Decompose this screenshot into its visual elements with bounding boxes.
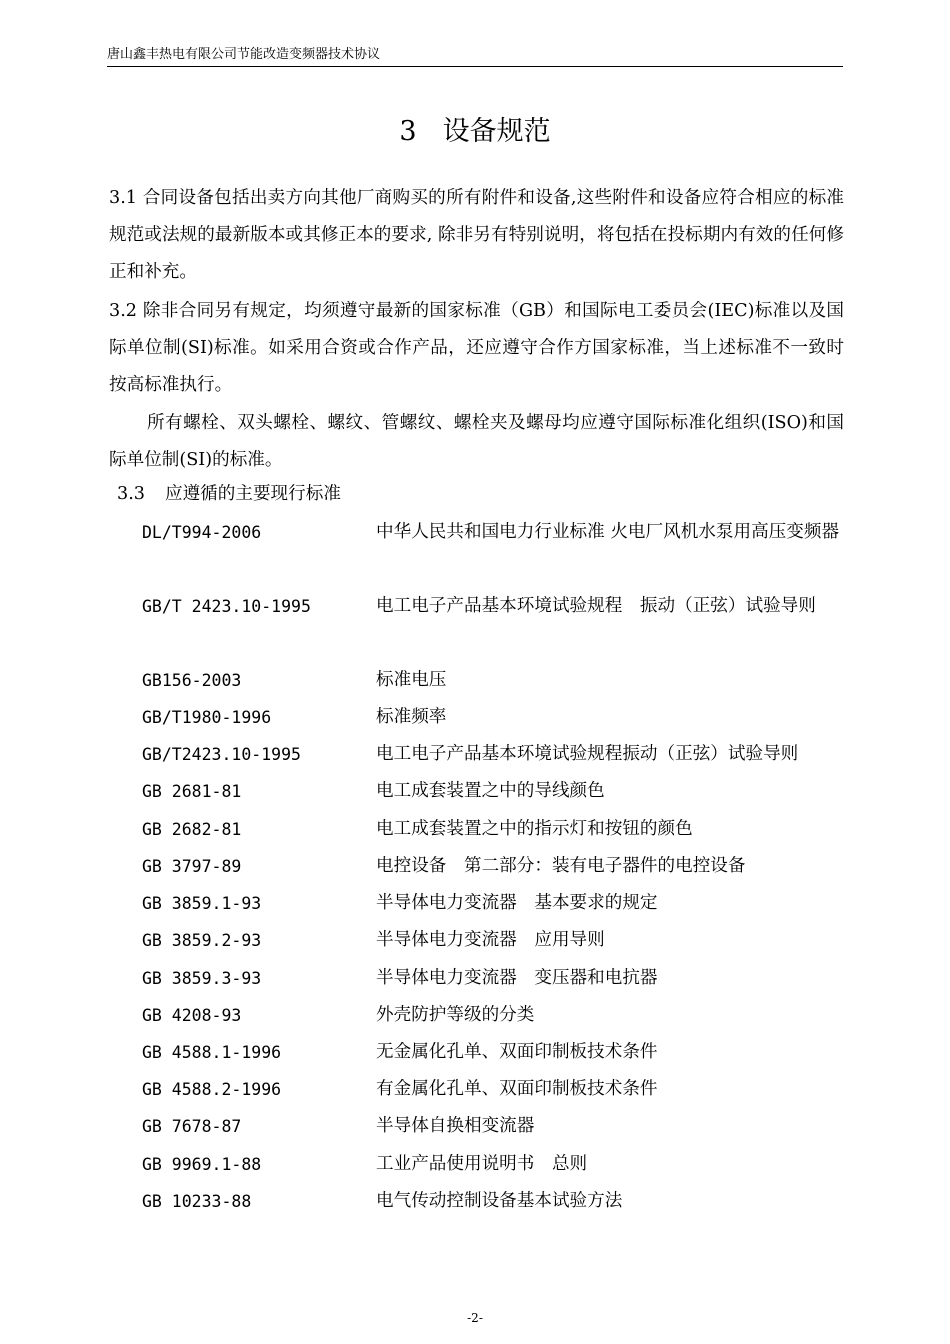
- standard-name: 半导体电力变流器 基本要求的规定: [376, 893, 658, 913]
- standard-code: GB 2681-81: [142, 782, 242, 801]
- standard-name: 半导体电力变流器 应用导则: [376, 930, 605, 950]
- standard-code: GB 3859.2-93: [142, 931, 262, 950]
- standard-name: 电控设备 第二部分：装有电子器件的电控设备: [376, 856, 746, 876]
- section-number: 3.3: [117, 484, 145, 504]
- standard-code: GB 4588.2-1996: [142, 1080, 282, 1099]
- standard-code: GB156-2003: [142, 671, 242, 690]
- standard-name: 外壳防护等级的分类: [376, 1005, 535, 1025]
- paragraph-3-2: 3.2 除非合同另有规定，均须遵守最新的国家标准（GB）和国际电工委员会(IEC)标准以及国际单位制(SI)标准。如采用合资或合作产品，还应遵守合作方国家标准，当上述标准不一致时按高标准执行。: [109, 301, 844, 395]
- paragraph-bolts: 所有螺栓、双头螺栓、螺纹、管螺纹、螺栓夹及螺母均应遵守国际标准化组织(ISO)和国际单位制(SI)的标准。: [109, 413, 844, 470]
- section-heading: [117, 476, 341, 513]
- page-header: 唐山鑫丰热电有限公司节能改造变频器技术协议: [107, 47, 381, 62]
- standard-code: DL/T994-2006: [142, 523, 262, 542]
- standard-name: 电工成套装置之中的指示灯和按钮的颜色: [376, 819, 693, 839]
- standard-code: GB 3859.1-93: [142, 894, 262, 913]
- standard-name: 半导体电力变流器 变压器和电抗器: [376, 968, 658, 988]
- standard-name: 电工电子产品基本环境试验规程振动（正弦）试验导则: [376, 744, 799, 764]
- standard-name: 电气传动控制设备基本试验方法: [376, 1191, 623, 1211]
- paragraph-3-1: 3.1 合同设备包括出卖方向其他厂商购买的所有附件和设备,这些附件和设备应符合相应的标准规范或法规的最新版本或其修正本的要求, 除非另有特别说明，将包括在投标期内有效的任何修正和补充。: [109, 188, 844, 282]
- standard-name: 无金属化孔单、双面印制板技术条件: [376, 1042, 658, 1062]
- standard-name: 标准电压: [376, 670, 447, 690]
- standard-code: GB 3797-89: [142, 857, 242, 876]
- page-title: [0, 114, 950, 150]
- standard-code: GB/T 2423.10-1995: [142, 597, 311, 616]
- page-number: -2-: [467, 1311, 483, 1325]
- standard-name: 电工电子产品基本环境试验规程 振动（正弦）试验导则: [376, 596, 816, 616]
- header-rule: [107, 66, 843, 67]
- standard-code: GB 7678-87: [142, 1117, 242, 1136]
- standard-code: GB 2682-81: [142, 820, 242, 839]
- standard-code: GB/T1980-1996: [142, 708, 272, 727]
- standard-name: 中华人民共和国电力行业标准 火电厂风机水泵用高压变频器: [376, 522, 840, 542]
- standard-name: 半导体自换相变流器: [376, 1116, 535, 1136]
- section-title: 应遵循的主要现行标准: [164, 484, 341, 504]
- standard-code: GB/T2423.10-1995: [142, 745, 301, 764]
- standard-name: 有金属化孔单、双面印制板技术条件: [376, 1079, 658, 1099]
- standard-name: 电工成套装置之中的导线颜色: [376, 781, 605, 801]
- standard-code: GB 3859.3-93: [142, 969, 262, 988]
- standard-name: 工业产品使用说明书 总则: [376, 1154, 588, 1174]
- chapter-number: 3: [399, 116, 417, 147]
- standard-code: GB 9969.1-88: [142, 1155, 262, 1174]
- chapter-title: 设备规范: [442, 116, 551, 147]
- standard-name: 标准频率: [376, 707, 447, 727]
- standard-code: GB 4588.1-1996: [142, 1043, 282, 1062]
- standard-code: GB 4208-93: [142, 1006, 242, 1025]
- standard-code: GB 10233-88: [142, 1192, 252, 1211]
